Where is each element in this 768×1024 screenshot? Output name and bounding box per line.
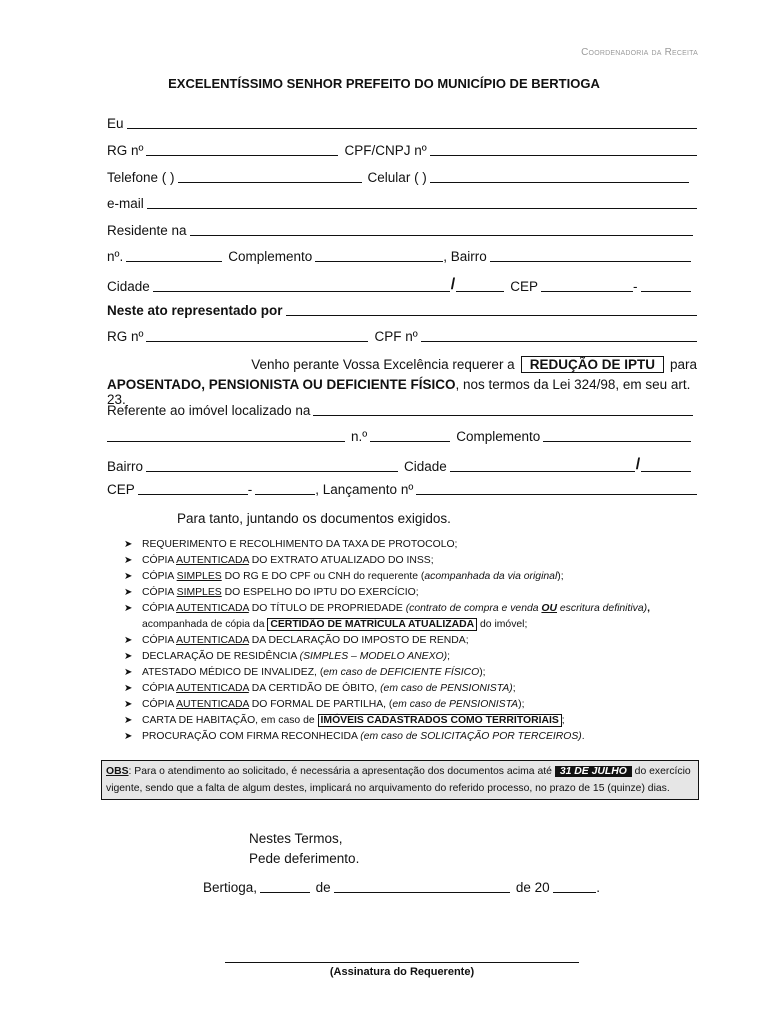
field-row-rg-cpf-rep [107, 329, 697, 344]
field-row-phone [107, 170, 689, 185]
cep-line[interactable] [541, 279, 633, 292]
label-complemento: Complemento [228, 249, 313, 264]
request-boxed-title: REDUÇÃO DE IPTU [521, 356, 664, 373]
label-residente: Residente na [107, 223, 187, 238]
field-row-rg-cpf [107, 143, 697, 158]
arrow-bullet-icon: ➤ [124, 715, 133, 726]
field-row-representado [107, 303, 697, 318]
year-line[interactable] [553, 880, 597, 893]
eu-line[interactable] [127, 116, 697, 129]
label-celular: Celular ( ) [367, 170, 427, 185]
celular-line[interactable] [430, 170, 689, 183]
signature-line[interactable] [225, 962, 579, 963]
property-uf-line[interactable] [641, 459, 691, 472]
uf-line[interactable] [456, 279, 504, 292]
document-item: ➤ PROCURAÇÃO COM FIRMA RECONHECIDA (em caso de SOLICITAÇÃO POR TERCEIROS). [124, 729, 704, 745]
cpf-cnpj-line[interactable] [430, 143, 697, 156]
rg-rep-line[interactable] [146, 329, 368, 342]
document-item: ➤ CÓPIA AUTENTICADA DO EXTRATO ATUALIZADO DO INSS; [124, 553, 704, 569]
cep-suffix-line[interactable] [641, 279, 692, 292]
label-property-complemento: Complemento [456, 429, 541, 444]
request-beneficiaries: APOSENTADO, PENSIONISTA OU DEFICIENTE FÍSICO [107, 377, 456, 392]
request-intro: Venho perante Vossa Excelência requerer a [251, 357, 515, 372]
request-line-1 [107, 356, 697, 373]
label-property-numero: n.º [351, 429, 368, 444]
form-title: EXCELENTÍSSIMO SENHOR PREFEITO DO MUNICÍPIO DE BERTIOGA [168, 76, 600, 91]
arrow-bullet-icon: ➤ [124, 651, 133, 662]
day-line[interactable] [260, 880, 310, 893]
document-item: ➤ DECLARAÇÃO DE RESIDÊNCIA (SIMPLES – MODELO ANEXO); [124, 649, 704, 665]
date-row [203, 880, 603, 895]
complemento-line[interactable] [315, 249, 443, 262]
label-lancamento: , Lançamento nº [315, 482, 414, 497]
label-bertioga: Bertioga, [203, 880, 258, 895]
department-header: Coordenadoria da Receita [581, 47, 698, 58]
representado-line[interactable] [286, 303, 697, 316]
request-para: para [669, 357, 697, 372]
signature-label: (Assinatura do Requerente) [329, 966, 475, 978]
territoriais-boxed: IMÓVEIS CADASTRADOS COMO TERRITORIAIS [318, 714, 562, 727]
arrow-bullet-icon: ➤ [124, 635, 133, 646]
label-property-bairro: Bairro [107, 459, 144, 474]
field-row-email [107, 196, 697, 211]
label-cpf-cnpj: CPF/CNPJ nº [344, 143, 427, 158]
request-paragraph [107, 356, 697, 407]
label-cep: CEP [510, 279, 538, 294]
label-cpf-rep: CPF nº [374, 329, 418, 344]
label-telefone: Telefone ( ) [107, 170, 175, 185]
document-item: ➤ CÓPIA AUTENTICADA DO TÍTULO DE PROPRIEDADE (contrato de compra e venda OU escritura definitiva), acompanhada de cópia da CERTIDÃO DE MATRÍCULA ATUALIZADA do imóvel; [124, 603, 650, 630]
obs-text-1: : Para o atendimento ao solicitado, é necessária a apresentação dos documentos acima até [128, 766, 555, 777]
document-item: ➤ CÓPIA SIMPLES DO RG E DO CPF ou CNH do requerente (acompanhada da via original); [124, 569, 704, 585]
field-row-residente [107, 223, 693, 238]
arrow-bullet-icon: ➤ [124, 699, 133, 710]
obs-label: OBS [106, 766, 129, 777]
cidade-line[interactable] [153, 279, 450, 292]
deadline-highlight: 31 DE JULHO [555, 766, 632, 777]
numero-line[interactable] [126, 249, 222, 262]
field-row-eu [107, 116, 697, 131]
cpf-rep-line[interactable] [421, 329, 697, 342]
bairro-line[interactable] [490, 249, 691, 262]
arrow-bullet-icon: ➤ [124, 539, 133, 550]
month-line[interactable] [334, 880, 510, 893]
residente-line[interactable] [190, 223, 693, 236]
property-complemento-line[interactable] [543, 429, 691, 442]
document-item: ➤ CÓPIA AUTENTICADA DA DECLARAÇÃO DO IMPOSTO DE RENDA; [124, 633, 704, 649]
label-property-cep: CEP [107, 482, 135, 497]
document-item: ➤ CÓPIA AUTENTICADA DA CERTIDÃO DE ÓBITO, (em caso de PENSIONISTA); [124, 681, 704, 697]
arrow-bullet-icon: ➤ [124, 603, 133, 614]
date-period: . [596, 880, 600, 895]
property-row-numero [107, 429, 691, 444]
property-bairro-line[interactable] [146, 459, 398, 472]
label-rg-rep: RG nº [107, 329, 144, 344]
label-rg: RG nº [107, 143, 144, 158]
label-eu: Eu [107, 116, 124, 131]
obs-box [101, 760, 699, 800]
arrow-bullet-icon: ➤ [124, 555, 133, 566]
document-item: ➤ CÓPIA SIMPLES DO ESPELHO DO IPTU DO EXERCÍCIO; [124, 585, 704, 601]
label-email: e-mail [107, 196, 144, 211]
closing-block [249, 829, 359, 869]
closing-line-1: Nestes Termos, [249, 831, 343, 846]
property-cidade-line[interactable] [450, 459, 635, 472]
rg-line[interactable] [146, 143, 338, 156]
property-cep-line[interactable] [138, 482, 248, 495]
closing-line-2: Pede deferimento. [249, 851, 360, 866]
field-row-cidade [107, 276, 691, 294]
arrow-bullet-icon: ➤ [124, 587, 133, 598]
matricula-boxed: CERTIDÃO DE MATRÍCULA ATUALIZADA [267, 618, 477, 631]
arrow-bullet-icon: ➤ [124, 683, 133, 694]
arrow-bullet-icon: ➤ [124, 571, 133, 582]
property-row-cep [107, 482, 697, 497]
document-item: ➤ ATESTADO MÉDICO DE INVALIDEZ, (em caso de DEFICIENTE FÍSICO); [124, 665, 704, 681]
arrow-bullet-icon: ➤ [124, 731, 133, 742]
property-numero-line[interactable] [370, 429, 450, 442]
label-numero: nº. [107, 249, 124, 264]
lancamento-line[interactable] [416, 482, 697, 495]
documents-list [124, 537, 704, 745]
obs-text-2: do exercício vigente, sendo que a falta de algum destes, implicará no arquivamento do referido processo, no prazo de 15 (quinze) dias. [106, 766, 691, 794]
document-item: ➤ REQUERIMENTO E RECOLHIMENTO DA TAXA DE PROTOCOLO; [124, 537, 704, 553]
property-uf-separator: / [635, 456, 641, 473]
label-de-year: de 20 [515, 880, 550, 895]
property-cep-dash: - [247, 482, 253, 497]
uf-separator: / [450, 276, 456, 293]
documents-intro: Para tanto, juntando os documentos exigidos. [177, 511, 451, 526]
label-representado: Neste ato representado por [107, 303, 283, 318]
property-cep-suffix-line[interactable] [255, 482, 315, 495]
label-de-month: de [315, 880, 331, 895]
referente-line[interactable] [313, 403, 693, 416]
property-row-referente [107, 403, 693, 418]
arrow-bullet-icon: ➤ [124, 667, 133, 678]
label-bairro: , Bairro [443, 249, 487, 264]
email-line[interactable] [147, 196, 697, 209]
label-cidade: Cidade [107, 279, 150, 294]
field-row-numero [107, 249, 691, 264]
cep-dash: - [633, 279, 638, 294]
property-street-line[interactable] [107, 429, 345, 442]
telefone-line[interactable] [178, 170, 362, 183]
document-item: ➤ CARTA DE HABITAÇÃO, em caso de IMÓVEIS CADASTRADOS COMO TERRITORIAIS ; [124, 713, 704, 729]
request-law: , nos termos da Lei 324/98, em seu art. 23. [107, 377, 691, 407]
label-property-cidade: Cidade [404, 459, 447, 474]
label-referente: Referente ao imóvel localizado na [107, 403, 311, 418]
document-item: ➤ CÓPIA AUTENTICADA DO FORMAL DE PARTILHA, (em caso de PENSIONISTA); [124, 697, 704, 713]
property-row-bairro [107, 456, 691, 474]
